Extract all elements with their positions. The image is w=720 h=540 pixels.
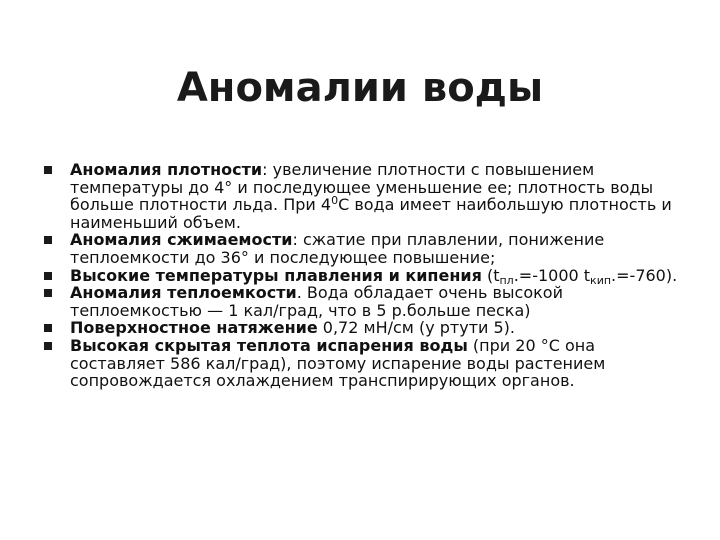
item-text: .=-1000 t [513, 265, 591, 285]
item-text: . Вода обладает очень высокой теплоемкостью — 1 кал/град, что в 5 р.больше песка) [70, 283, 563, 320]
list-item-melting-boiling [44, 267, 694, 285]
item-heading: Поверхностное натяжение [70, 318, 318, 338]
item-text: (при 20 °С она составляет 586 кал/град), поэтому испарение воды растением сопровождается охлаждением транспирирующих органов. [70, 335, 606, 391]
square-bullet-icon [44, 166, 52, 174]
superscript: 0 [331, 194, 339, 208]
item-heading: Аномалия плотности [70, 160, 263, 179]
item-text: : увеличение плотности с повышением температуры до 4° и последующее уменьшение ее; плотность воды больше плотности льда. При 4 [70, 160, 654, 215]
square-bullet-icon [44, 324, 52, 332]
list-item-compressibility-anomaly [44, 231, 694, 266]
item-text: : сжатие при плавлении, понижение теплоемкости до 36° и последующее повышение; [70, 230, 605, 267]
square-bullet-icon [44, 289, 52, 297]
item-heading: Аномалия сжимаемости [70, 230, 293, 250]
square-bullet-icon [44, 272, 52, 280]
list-item-latent-heat [44, 337, 694, 390]
square-bullet-icon [44, 236, 52, 244]
item-heading: Высокая скрытая теплота испарения воды [70, 335, 468, 355]
subscript: пл [499, 273, 514, 287]
subscript: кип [590, 273, 612, 287]
list-item-density-anomaly [44, 161, 694, 231]
item-text: (t [481, 265, 500, 285]
bullet-list [44, 161, 694, 390]
item-text: .=-760). [611, 265, 678, 285]
list-item-heat-capacity-anomaly [44, 284, 694, 319]
item-heading: Высокие температуры плавления и кипения [70, 265, 482, 285]
item-heading: Аномалия теплоемкости [70, 283, 297, 303]
item-text: 0,72 мН/см (у ртути 5). [317, 318, 515, 338]
item-text: С вода имеет наибольшую плотность и наименьший объем. [70, 195, 672, 232]
slide-title: Аномалии воды [176, 65, 544, 111]
square-bullet-icon [44, 342, 52, 350]
list-item-surface-tension [44, 319, 694, 337]
